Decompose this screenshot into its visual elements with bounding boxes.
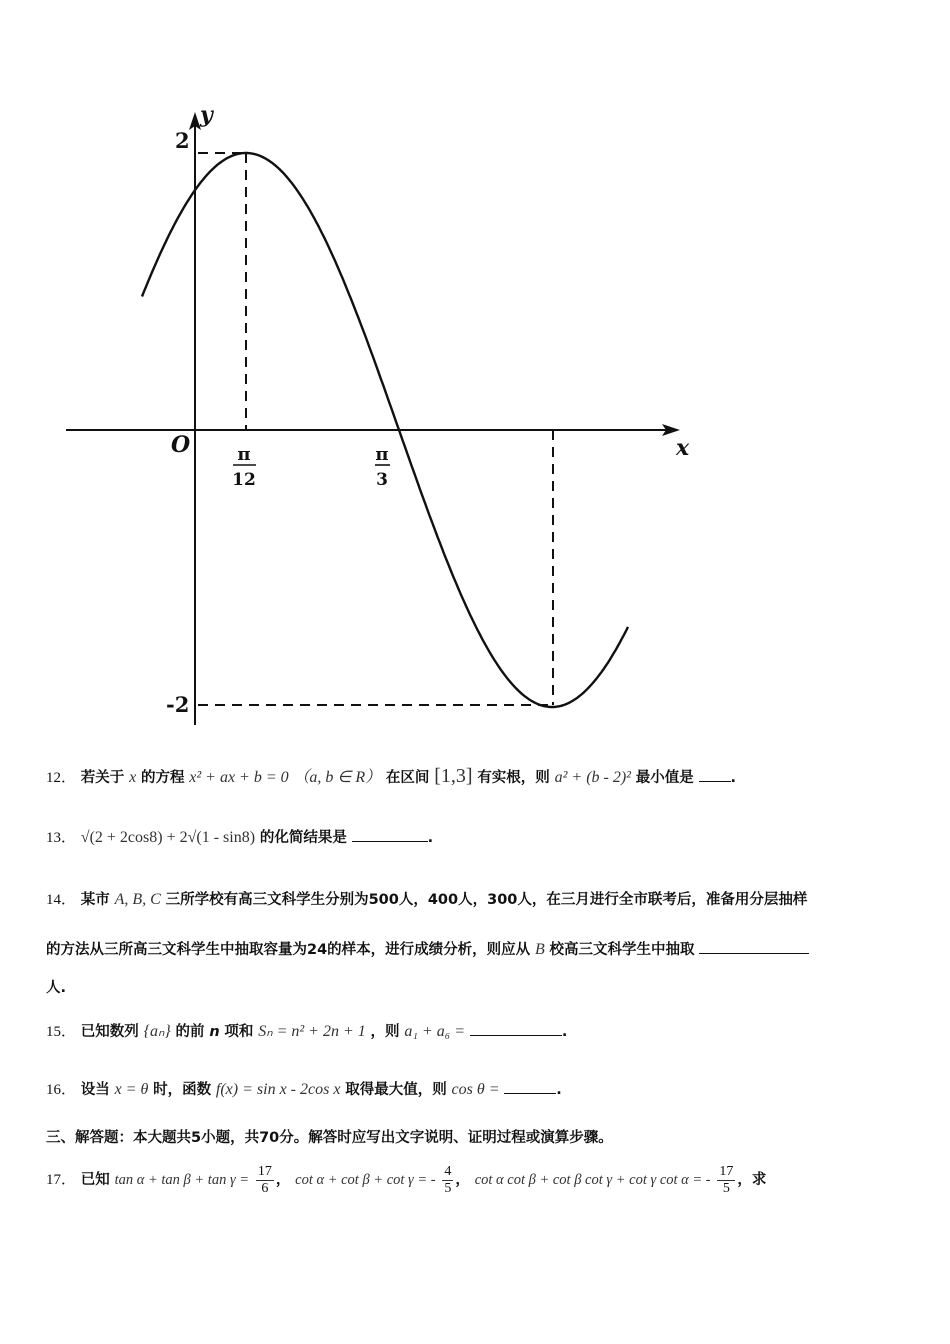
fraction-numerator: 17 (257, 1163, 272, 1179)
question-14-line-2 (46, 938, 809, 961)
origin-label: O (171, 432, 191, 458)
y-max-label: 2 (175, 128, 190, 153)
fraction-4-5 (442, 1164, 453, 1197)
answer-blank[interactable] (504, 1079, 556, 1094)
question-16 (46, 1078, 562, 1101)
question-text: 的前 (175, 1024, 205, 1040)
y-axis-label: y (200, 102, 213, 128)
section-3-heading (46, 1126, 613, 1149)
question-end: . (556, 1082, 562, 1098)
math-tan-sum: tan α + tan β + tan γ = (114, 1172, 250, 1188)
answer-blank[interactable] (470, 1021, 562, 1036)
separator: ， (275, 1172, 291, 1188)
question-text: 设当 (80, 1082, 110, 1098)
math-condition: （a, b ∈ R） (293, 769, 382, 786)
question-text: 的方程 (140, 770, 185, 786)
question-14 (46, 888, 807, 911)
question-end: . (561, 1024, 568, 1040)
question-text: 在区间 (385, 770, 430, 786)
math-expression: cos θ = (451, 1081, 500, 1098)
answer-blank[interactable] (352, 827, 428, 842)
fraction-numerator: 17 (719, 1163, 734, 1179)
math-interval: [1,3] (434, 765, 473, 787)
question-number: 16． (46, 1082, 77, 1098)
math-expression: a₁ + a₆ = (404, 1023, 466, 1040)
question-number: 15． (46, 1024, 77, 1040)
math-cot-products: cot α cot β + cot β cot γ + cot γ cot α = - (474, 1172, 711, 1188)
fraction-denominator: 6 (261, 1180, 269, 1196)
math-cot-sum: cot α + cot β + cot γ = - (295, 1172, 436, 1188)
question-text: 三所学校有高三文科学生分别为500人，400人，300人，在三月进行全市联考后，准备用分层抽样 (165, 892, 808, 908)
question-text: 取得最大值，则 (345, 1082, 447, 1098)
math-n: n (209, 1024, 220, 1040)
fraction-denominator: 5 (444, 1180, 452, 1196)
question-text: 的方法从三所高三文科学生中抽取容量为24的样本，进行成绩分析，则应从 (46, 942, 531, 958)
section-text: 三、解答题：本大题共5小题，共70分。解答时应写出文字说明、证明过程或演算步骤。 (46, 1130, 613, 1146)
question-text: 项和 (224, 1024, 254, 1040)
math-function: f(x) = sin x - 2cos x (215, 1081, 341, 1098)
fraction-17-6 (256, 1164, 274, 1197)
question-number: 13． (46, 830, 77, 846)
question-text: 校高三文科学生中抽取 (549, 942, 695, 958)
question-number: 12． (46, 770, 77, 786)
question-text: 的化简结果是 (259, 830, 347, 846)
question-text: 已知 (80, 1172, 110, 1188)
answer-blank[interactable] (699, 939, 809, 954)
x-axis-label: x (676, 435, 690, 461)
math-expression: √(2 + 2cos8) + 2√(1 - sin8) (80, 829, 256, 846)
separator: ， (455, 1172, 470, 1188)
question-end: . (730, 770, 737, 786)
math-sum: Sₙ = n² + 2n + 1 (258, 1023, 366, 1040)
question-17 (46, 1162, 766, 1197)
math-sequence: {aₙ} (143, 1023, 171, 1040)
fraction-numerator: 4 (444, 1163, 452, 1179)
tick2-numerator: π (375, 444, 389, 465)
question-12 (46, 765, 736, 789)
question-13 (46, 826, 433, 849)
question-15 (46, 1020, 567, 1043)
question-text: 最小值是 (635, 770, 694, 786)
question-text: 人. (46, 980, 67, 996)
question-end: ，求 (737, 1172, 767, 1188)
fraction-17-5 (717, 1164, 735, 1197)
math-equation: x² + ax + b = 0 (189, 769, 289, 786)
answer-blank[interactable] (699, 767, 731, 782)
y-min-label: -2 (166, 692, 190, 717)
tick2-denominator: 3 (376, 470, 388, 490)
question-end: . (427, 830, 434, 846)
math-variable: x (129, 769, 137, 786)
question-number: 14． (46, 892, 77, 908)
math-schools: A, B, C (114, 891, 161, 908)
question-text: ，则 (370, 1024, 400, 1040)
question-text: 有实根，则 (477, 770, 550, 786)
math-expression: a² + (b - 2)² (554, 769, 631, 786)
question-14-line-3 (46, 976, 66, 999)
math-condition: x = θ (114, 1081, 149, 1098)
tick1-numerator: π (237, 444, 251, 465)
question-number: 17． (46, 1172, 77, 1188)
question-text: 时，函数 (153, 1082, 212, 1098)
question-text: 若关于 (80, 770, 125, 786)
tick1-denominator: 12 (232, 470, 256, 490)
fraction-denominator: 5 (722, 1180, 730, 1196)
question-text: 某市 (80, 892, 110, 908)
question-text: 已知数列 (80, 1024, 139, 1040)
math-school-b: B (534, 941, 545, 958)
